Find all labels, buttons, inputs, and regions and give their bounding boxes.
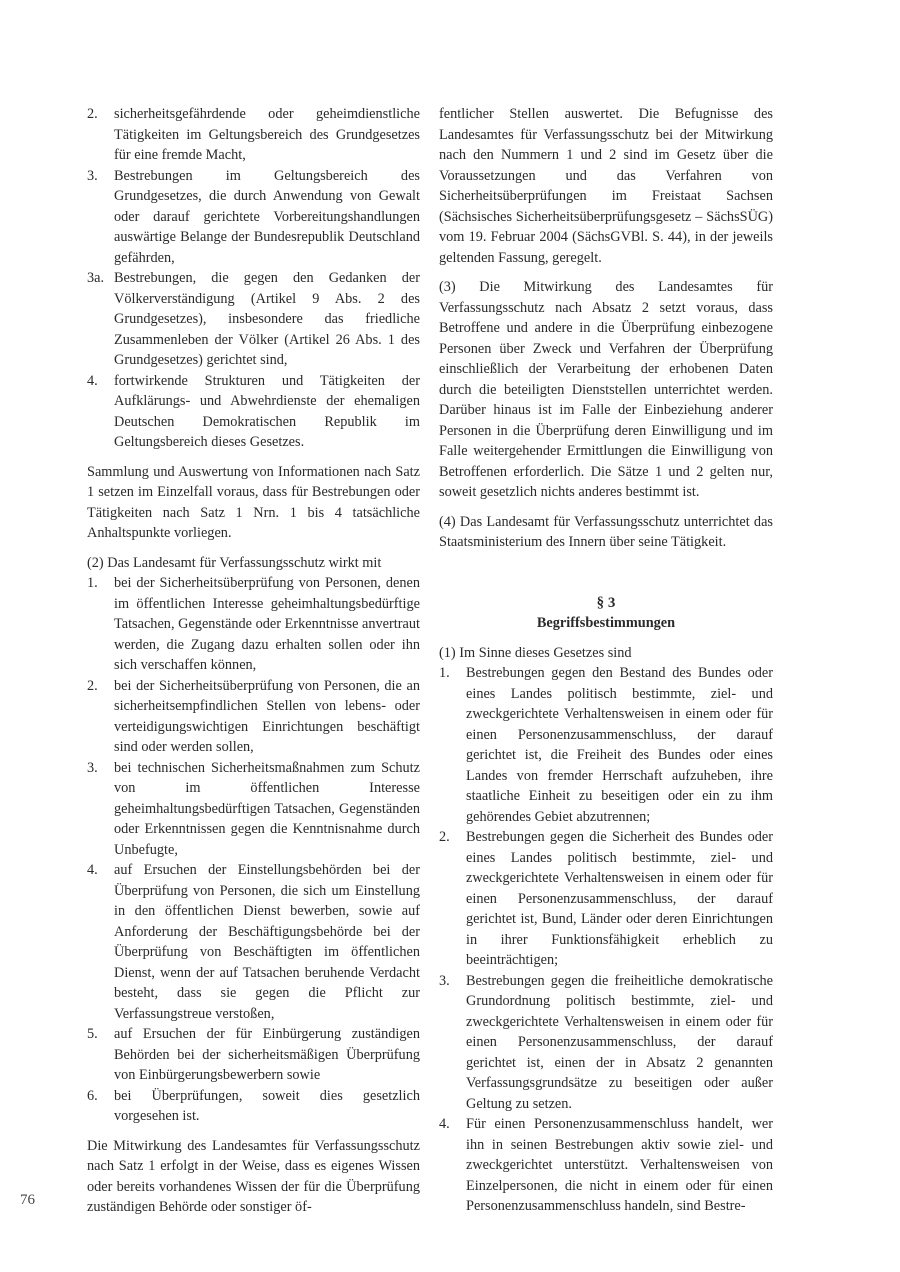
list-item: 3. Bestrebungen gegen die freiheitliche demokratische Grundordnung politisch bestimmte, ziel- und zweckgerichtete Verhaltensweisen in einem oder für einen Personenzusammenschluss, der darauf gerichtet ist, einen der in Absatz 2 genannten Verfassungsgrundsätze zu beseitigen oder außer Geltung zu setzen.	[439, 972, 773, 1112]
section-number: § 3	[596, 594, 616, 611]
list-item: 3a. Bestrebungen, die gegen den Gedanken der Völkerverständigung (Artikel 9 Abs. 2 des Grundgesetzes), insbesondere das friedliche Zusammenleben der Völker (Artikel 26 Abs. 1 des Grundgesetzes) gerichtet sind,	[87, 270, 420, 368]
left-column	[87, 104, 420, 1227]
list-item: 2. Bestrebungen gegen die Sicherheit des Bundes oder eines Landes politisch bestimmte, ziel- und zweckgerichtete Verhaltensweisen in einem oder für einen Personenzusammenschluss, der darauf gerichtet ist, Bund, Länder oder deren Einrichtungen in ihrer Funktionsfähigkeit erheblich zu beeinträchtigen;	[439, 829, 773, 968]
paragraph-continued: fentlicher Stellen auswertet. Die Befugnisse des Landesamtes für Verfassungsschutz bei der Mitwirkung nach den Nummern 1 und 2 sind im Gesetz über die Voraussetzungen und das Verfahren von Sicherheitsüberprüfungen im Freistaat Sachsen (Sächsisches Sicherheitsüberprüfungsgesetz – SächsSÜG) vom 19. Februar 2004 (SächsGVBl. S. 44), in der jeweils geltenden Fassung, geregelt.	[439, 106, 773, 266]
paragraph-1-intro: (1) Im Sinne dieses Gesetzes sind	[439, 644, 632, 661]
list-item: 1. Bestrebungen gegen den Bestand des Bundes oder eines Landes politisch bestimmte, ziel- und zweckgerichtete Verhaltensweisen in einem oder für einen Personenzusammenschluss, der darauf gerichtet ist, die Freiheit des Bundes oder eines Landes von fremder Herrschaft aufzuheben, ihre staatliche Einheit zu beseitigen oder ein zu ihm gehörendes Gebiet abzutrennen;	[439, 665, 773, 825]
list-item: 4. auf Ersuchen der Einstellungsbehörden bei der Überprüfung von Personen, die sich um Einstellung in den öffentlichen Dienst bewerben, sowie auf Anforderung der Beschäftigungsbehörde bei der Überprüfung von Beschäftigten im öffentlichen Dienst, wenn der auf Tatsachen beruhende Verdacht besteht, dass sie gegen die Pflicht zur Verfassungstreue verstoßen,	[87, 862, 420, 1022]
list-item: 3. bei technischen Sicherheitsmaßnahmen zum Schutz von im öffentlichen Interesse geheimhaltungsbedürftigen Tatsachen, Gegenständen oder Erkenntnissen gegen die Kenntnisnahme durch Unbefugte,	[87, 759, 420, 858]
right-column	[439, 104, 773, 1226]
list-item: 6. bei Überprüfungen, soweit dies gesetzlich vorgesehen ist.	[87, 1087, 420, 1124]
paragraph-3: (3) Die Mitwirkung des Landesamtes für Verfassungsschutz nach Absatz 2 setzt voraus, dass Betroffene und andere in die Überprüfung einbezogene Personen über Zweck und Verfahren der Überprüfung einschließlich der Verarbeitung der erhobenen Daten durch die beteiligten Dienststellen unterrichtet werden. Darüber hinaus ist im Falle der Einbeziehung anderer Personen in die Überprüfung deren Einwilligung und im Falle weitergehender Ermittlungen die Einwilligung von Betroffenen erforderlich. Die Sätze 1 und 2 gelten nur, soweit gesetzlich nichts anderes bestimmt ist.	[439, 279, 773, 500]
list-item: 4. fortwirkende Strukturen und Tätigkeiten der Aufklärungs- und Abwehrdienste der ehemaligen Deutschen Demokratischen Republik im Geltungsbereich dieses Gesetzes.	[87, 372, 420, 450]
list-b	[87, 573, 420, 1127]
paragraph-mitwirkung: Die Mitwirkung des Landesamtes für Verfassungsschutz nach Satz 1 erfolgt in der Weise, dass es eigenes Wissen oder bereits vorhandenes Wissen der für die Überprüfung zuständigen Behörde oder sonstiger öf-	[87, 1137, 420, 1215]
section-heading	[439, 593, 773, 633]
list-c	[439, 663, 773, 1217]
list-item: 2. bei der Sicherheitsüberprüfung von Personen, die an sicherheitsempfindlichen Stellen von lebens- oder verteidigungswichtigen Einrichtungen beschäftigt sind oder werden sollen,	[87, 677, 420, 755]
paragraph-sammlung: Sammlung und Auswertung von Informationen nach Satz 1 setzen im Einzelfall voraus, dass für Bestrebungen oder Tätigkeiten nach Satz 1 Nrn. 1 bis 4 tatsächliche Anhaltspunkte vorliegen.	[87, 463, 420, 541]
paragraph-4: (4) Das Landesamt für Verfassungsschutz unterrichtet das Staatsministerium des Innern über seine Tätigkeit.	[439, 513, 773, 550]
list-item: 5. auf Ersuchen der für Einbürgerung zuständigen Behörden bei der sicherheitsmäßigen Überprüfung von Einbürgerungsbewerbern sowie	[87, 1026, 420, 1083]
list-item: 4. Für einen Personenzusammenschluss handelt, wer ihn in seinen Bestrebungen aktiv sowie ziel- und zweckgerichtet unterstützt. Verhaltensweisen von Einzelpersonen, die nicht in einem oder für einen Personenzusammenschluss handeln, sind Bestre-	[439, 1116, 773, 1214]
page-number: 76	[20, 1192, 35, 1208]
section-title: Begriffsbestimmungen	[536, 614, 676, 631]
paragraph-2-intro: (2) Das Landesamt für Verfassungsschutz wirkt mit	[87, 554, 382, 571]
list-item: 2. sicherheitsgefährdende oder geheimdienstliche Tätigkeiten im Geltungsbereich des Grundgesetzes für eine fremde Macht,	[87, 106, 420, 163]
list-item: 1. bei der Sicherheitsüberprüfung von Personen, denen im öffentlichen Interesse geheimhaltungsbedürftige Tatsachen, Gegenstände oder Erkenntnisse anvertraut werden, die Zugang dazu erhalten sollen oder ihn sich verschaffen können,	[87, 575, 420, 673]
list-item: 3. Bestrebungen im Geltungsbereich des Grundgesetzes, die durch Anwendung von Gewalt oder darauf gerichtete Vorbereitungshandlungen auswärtige Belange der Bundesrepublik Deutschland gefährden,	[87, 167, 420, 266]
list-a	[87, 104, 420, 453]
